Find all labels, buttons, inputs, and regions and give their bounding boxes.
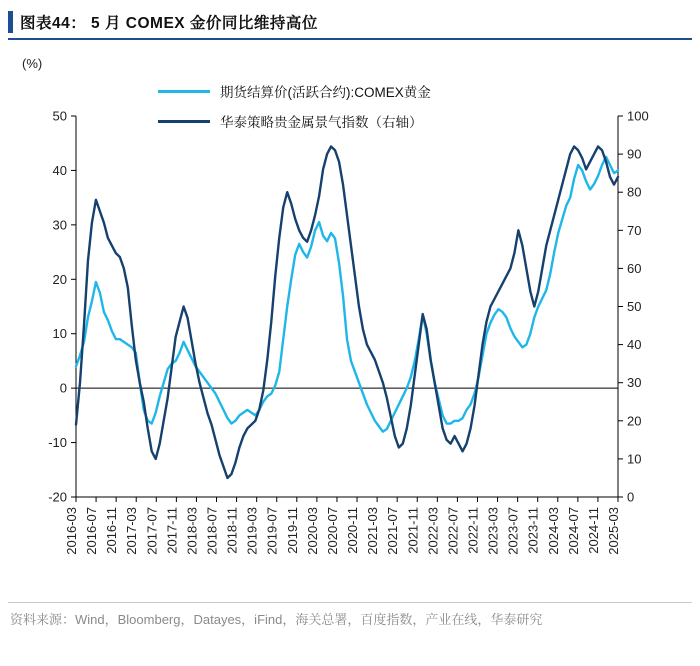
svg-text:20: 20: [627, 413, 642, 429]
legend-label-price: 期货结算价(活跃合约):COMEX黄金: [220, 85, 431, 100]
svg-text:2019-07: 2019-07: [264, 507, 280, 555]
chart-container: [8, 44, 692, 600]
svg-text:2018-03: 2018-03: [184, 507, 200, 555]
source-note: 资料来源：Wind，Bloomberg，Datayes，iFind，海关总署，百度指数，产业在线，华泰研究: [10, 612, 543, 627]
svg-text:20: 20: [52, 271, 67, 287]
svg-text:60: 60: [627, 260, 642, 276]
svg-text:2019-03: 2019-03: [244, 507, 260, 555]
svg-text:2020-11: 2020-11: [345, 507, 361, 554]
svg-text:2019-11: 2019-11: [284, 507, 300, 554]
svg-text:0: 0: [59, 380, 67, 396]
svg-text:100: 100: [627, 108, 649, 124]
svg-text:80: 80: [627, 184, 642, 200]
svg-text:90: 90: [627, 146, 642, 162]
svg-text:40: 40: [52, 162, 67, 178]
legend-label-index: 华泰策略贵金属景气指数（右轴）: [220, 115, 423, 130]
title-accent-bar: [8, 11, 13, 33]
svg-text:10: 10: [627, 451, 642, 467]
svg-text:50: 50: [52, 108, 67, 124]
footer-divider: [8, 602, 692, 603]
chart-title-bar: [8, 6, 692, 38]
svg-text:-10: -10: [48, 435, 67, 451]
svg-text:2023-03: 2023-03: [485, 507, 501, 555]
plot-area: [8, 44, 692, 600]
svg-text:2022-07: 2022-07: [445, 507, 461, 555]
svg-text:2023-07: 2023-07: [505, 507, 521, 555]
title-divider: [8, 38, 692, 40]
svg-text:2025-03: 2025-03: [606, 507, 621, 555]
svg-text:2021-11: 2021-11: [405, 507, 421, 554]
svg-text:2024-11: 2024-11: [585, 507, 601, 554]
unit-label: (%): [22, 56, 43, 71]
svg-text:2021-03: 2021-03: [365, 507, 381, 555]
svg-text:2017-11: 2017-11: [164, 507, 180, 554]
svg-text:2023-11: 2023-11: [525, 507, 541, 554]
svg-text:2024-03: 2024-03: [545, 507, 561, 555]
svg-text:2018-11: 2018-11: [224, 507, 240, 554]
svg-text:40: 40: [627, 337, 642, 353]
svg-text:70: 70: [627, 222, 642, 238]
svg-text:2022-03: 2022-03: [425, 507, 441, 555]
svg-text:2024-07: 2024-07: [565, 507, 581, 555]
svg-text:0: 0: [627, 489, 635, 505]
svg-text:50: 50: [627, 299, 642, 314]
svg-text:2020-03: 2020-03: [304, 507, 320, 555]
svg-text:30: 30: [52, 217, 67, 233]
svg-text:2016-07: 2016-07: [84, 507, 100, 555]
svg-text:2016-11: 2016-11: [104, 507, 120, 554]
svg-text:2020-07: 2020-07: [324, 507, 340, 555]
svg-text:2017-07: 2017-07: [144, 507, 160, 555]
line-chart-svg: [8, 44, 692, 600]
page-title: 图表44： 5 月 COMEX 金价同比维持高位: [20, 15, 318, 32]
svg-text:2021-07: 2021-07: [385, 507, 401, 555]
svg-text:2018-07: 2018-07: [204, 507, 220, 555]
svg-text:-20: -20: [48, 489, 67, 505]
svg-text:2017-03: 2017-03: [124, 507, 140, 555]
svg-text:30: 30: [627, 375, 642, 391]
svg-text:10: 10: [52, 326, 67, 342]
svg-text:2016-03: 2016-03: [64, 507, 79, 555]
svg-text:2022-11: 2022-11: [465, 506, 481, 554]
